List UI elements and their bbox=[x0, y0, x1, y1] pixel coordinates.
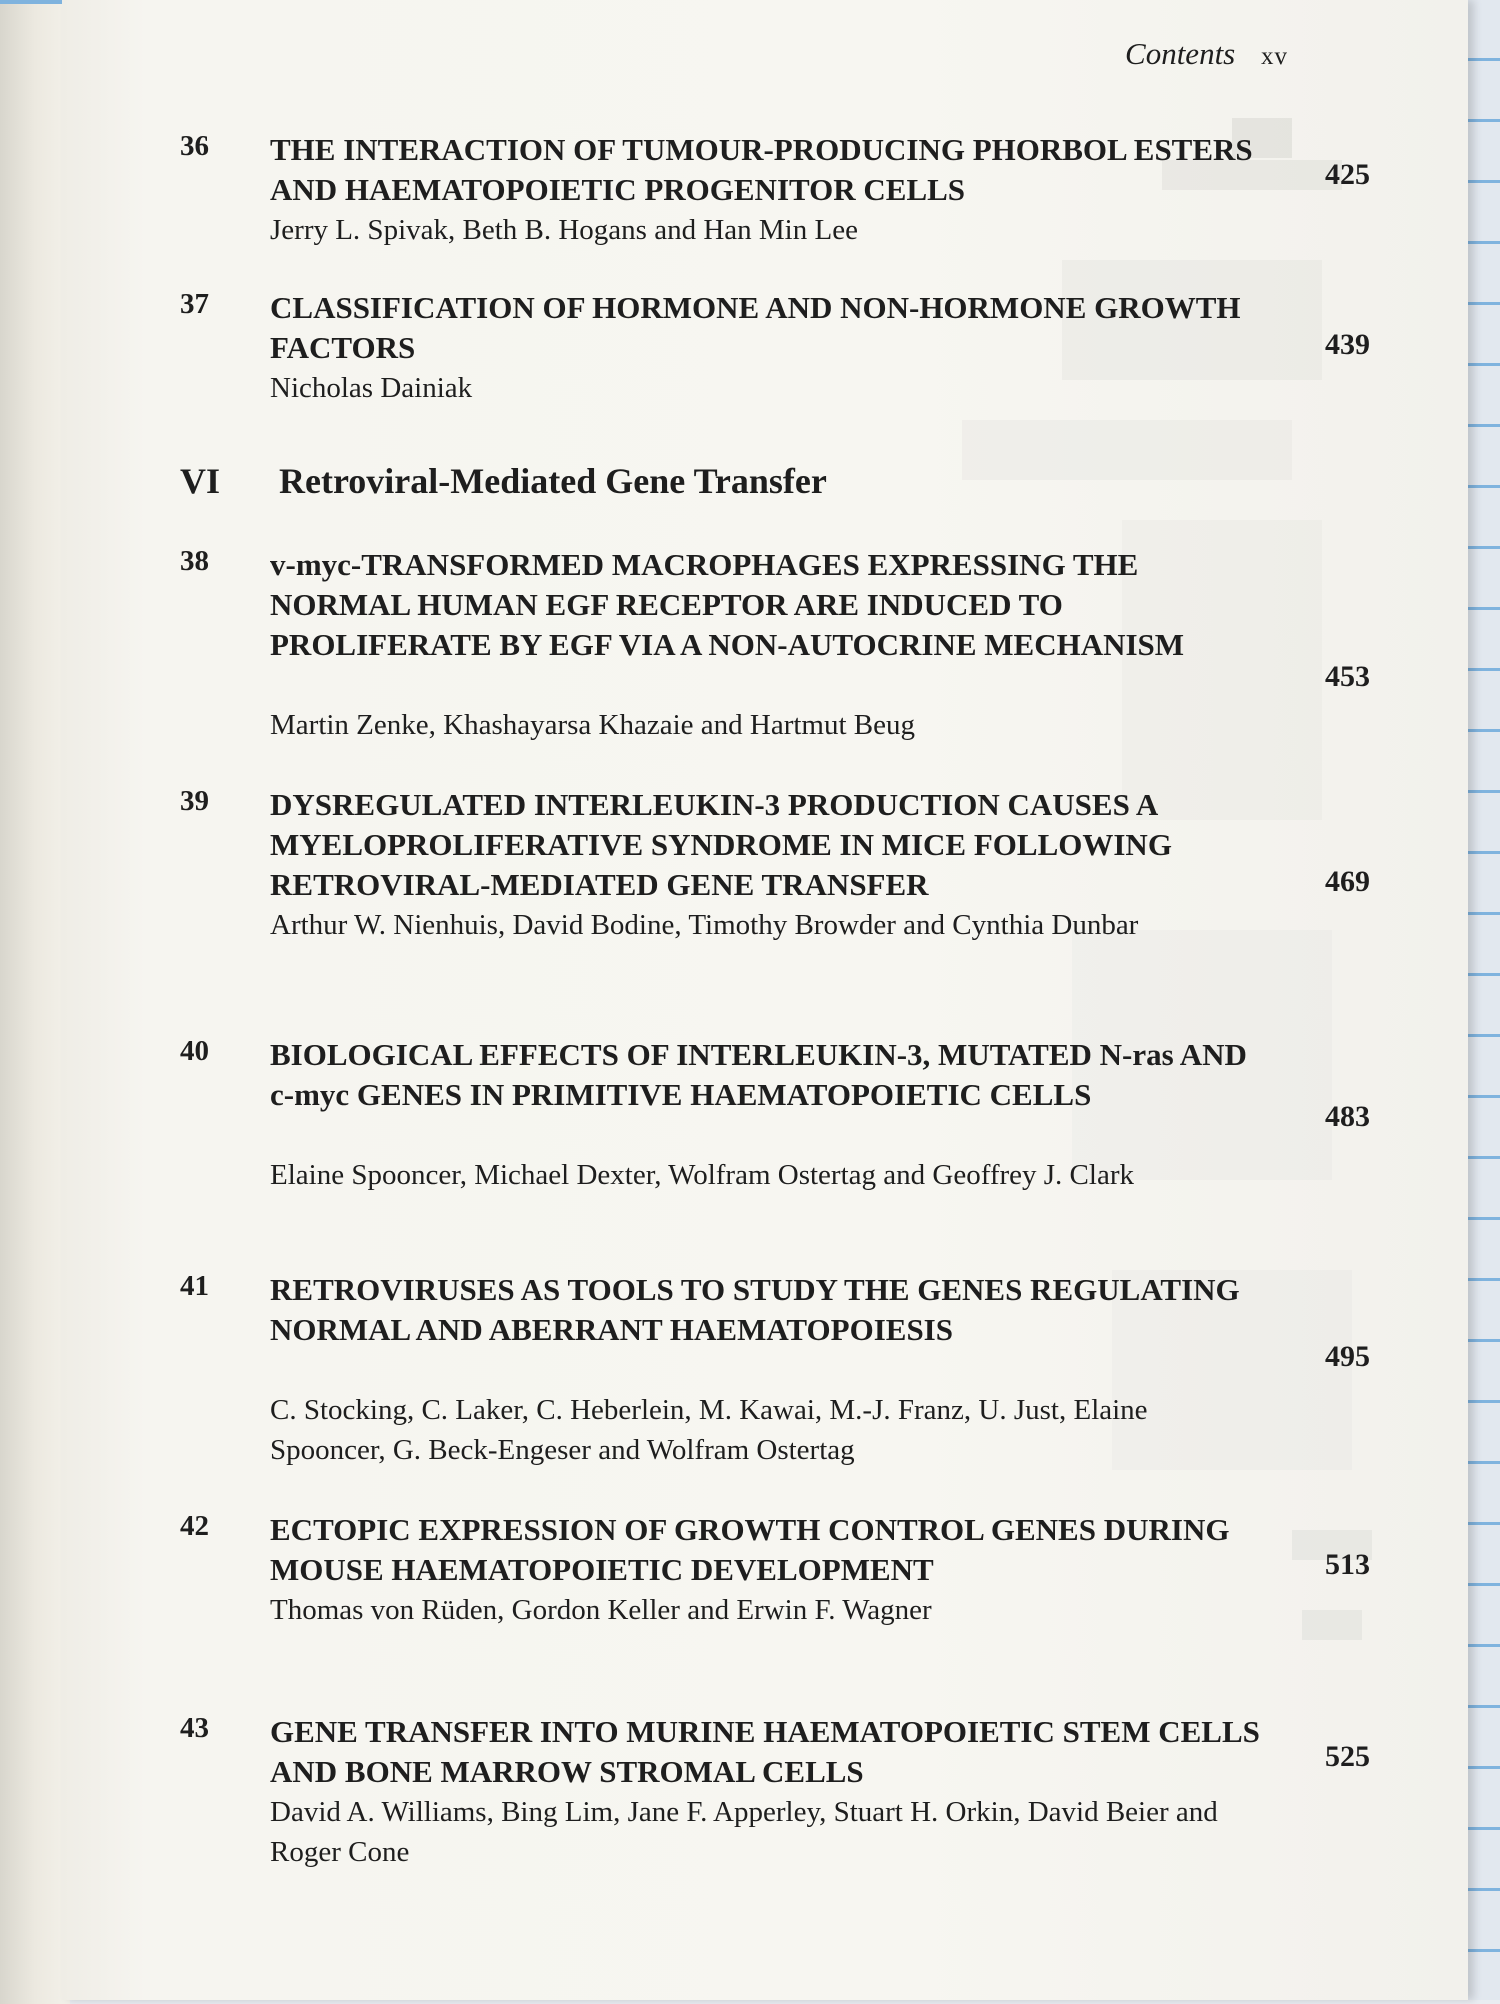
chapter-number: 36 bbox=[180, 130, 209, 162]
section-numeral: VI bbox=[180, 461, 221, 501]
chapter-authors: C. Stocking, C. Laker, C. Heberlein, M. Kawai, M.-J. Franz, U. Just, Elaine Spooncer, G. Beck-Engeser and Wolfram Ostertag bbox=[270, 1394, 1148, 1466]
chapter-page: 513 bbox=[1325, 1548, 1370, 1581]
toc-entry bbox=[180, 130, 1370, 250]
chapter-title: ECTOPIC EXPRESSION OF GROWTH CONTROL GENES DURING MOUSE HAEMATOPOIETIC DEVELOPMENT bbox=[270, 1512, 1230, 1587]
chapter-page: 425 bbox=[1325, 158, 1370, 191]
section-heading bbox=[180, 460, 827, 502]
chapter-title: THE INTERACTION OF TUMOUR-PRODUCING PHORBOL ESTERS AND HAEMATOPOIETIC PROGENITOR CELLS bbox=[270, 132, 1253, 207]
toc-entry bbox=[180, 1270, 1370, 1470]
header-title: Contents bbox=[1125, 36, 1236, 71]
chapter-number: 41 bbox=[180, 1270, 209, 1302]
chapter-title: v-myc-TRANSFORMED MACROPHAGES EXPRESSING THE NORMAL HUMAN EGF RECEPTOR ARE INDUCED TO PROLIFERATE BY EGF VIA A NON-AUTOCRINE MECHANISM bbox=[270, 547, 1185, 662]
chapter-title: RETROVIRUSES AS TOOLS TO STUDY THE GENES REGULATING NORMAL AND ABERRANT HAEMATOPOIESIS bbox=[270, 1272, 1240, 1347]
contents-page bbox=[62, 0, 1468, 2000]
book-spine bbox=[0, 0, 70, 2004]
chapter-number: 42 bbox=[180, 1510, 209, 1542]
chapter-title: GENE TRANSFER INTO MURINE HAEMATOPOIETIC STEM CELLS AND BONE MARROW STROMAL CELLS bbox=[270, 1714, 1260, 1789]
chapter-authors: Nicholas Dainiak bbox=[270, 372, 473, 404]
chapter-number: 40 bbox=[180, 1035, 209, 1067]
section-title: Retroviral-Mediated Gene Transfer bbox=[279, 461, 827, 501]
chapter-number: 39 bbox=[180, 785, 209, 817]
toc-entry bbox=[180, 785, 1370, 985]
toc-entry bbox=[180, 288, 1370, 408]
chapter-page: 495 bbox=[1325, 1340, 1370, 1373]
chapter-title: BIOLOGICAL EFFECTS OF INTERLEUKIN-3, MUTATED N-ras AND c-myc GENES IN PRIMITIVE HAEMATOPOIETIC CELLS bbox=[270, 1037, 1247, 1112]
chapter-authors: Jerry L. Spivak, Beth B. Hogans and Han Min Lee bbox=[270, 214, 858, 246]
chapter-title: DYSREGULATED INTERLEUKIN-3 PRODUCTION CAUSES A MYELOPROLIFERATIVE SYNDROME IN MICE FOLLOWING RETROVIRAL-MEDIATED GENE TRANSFER bbox=[270, 787, 1172, 902]
toc-entry bbox=[180, 1035, 1370, 1235]
chapter-authors: Thomas von Rüden, Gordon Keller and Erwin F. Wagner bbox=[270, 1594, 932, 1626]
chapter-page: 469 bbox=[1325, 865, 1370, 898]
running-header bbox=[1125, 36, 1288, 72]
toc-entry bbox=[180, 1510, 1370, 1640]
chapter-page: 483 bbox=[1325, 1100, 1370, 1133]
chapter-page: 453 bbox=[1325, 660, 1370, 693]
chapter-title: CLASSIFICATION OF HORMONE AND NON-HORMONE GROWTH FACTORS bbox=[270, 290, 1241, 365]
chapter-page: 525 bbox=[1325, 1740, 1370, 1773]
chapter-number: 37 bbox=[180, 288, 209, 320]
toc-entry bbox=[180, 1712, 1370, 1872]
chapter-authors: Elaine Spooncer, Michael Dexter, Wolfram Ostertag and Geoffrey J. Clark bbox=[270, 1159, 1134, 1191]
toc-entry bbox=[180, 545, 1370, 745]
chapter-number: 43 bbox=[180, 1712, 209, 1744]
chapter-authors: Martin Zenke, Khashayarsa Khazaie and Hartmut Beug bbox=[270, 709, 916, 741]
chapter-number: 38 bbox=[180, 545, 209, 577]
chapter-page: 439 bbox=[1325, 328, 1370, 361]
header-page-number: xv bbox=[1261, 43, 1288, 70]
chapter-authors: Arthur W. Nienhuis, David Bodine, Timothy Browder and Cynthia Dunbar bbox=[270, 909, 1139, 941]
chapter-authors: David A. Williams, Bing Lim, Jane F. Apperley, Stuart H. Orkin, David Beier and Roger Cone bbox=[270, 1796, 1218, 1868]
